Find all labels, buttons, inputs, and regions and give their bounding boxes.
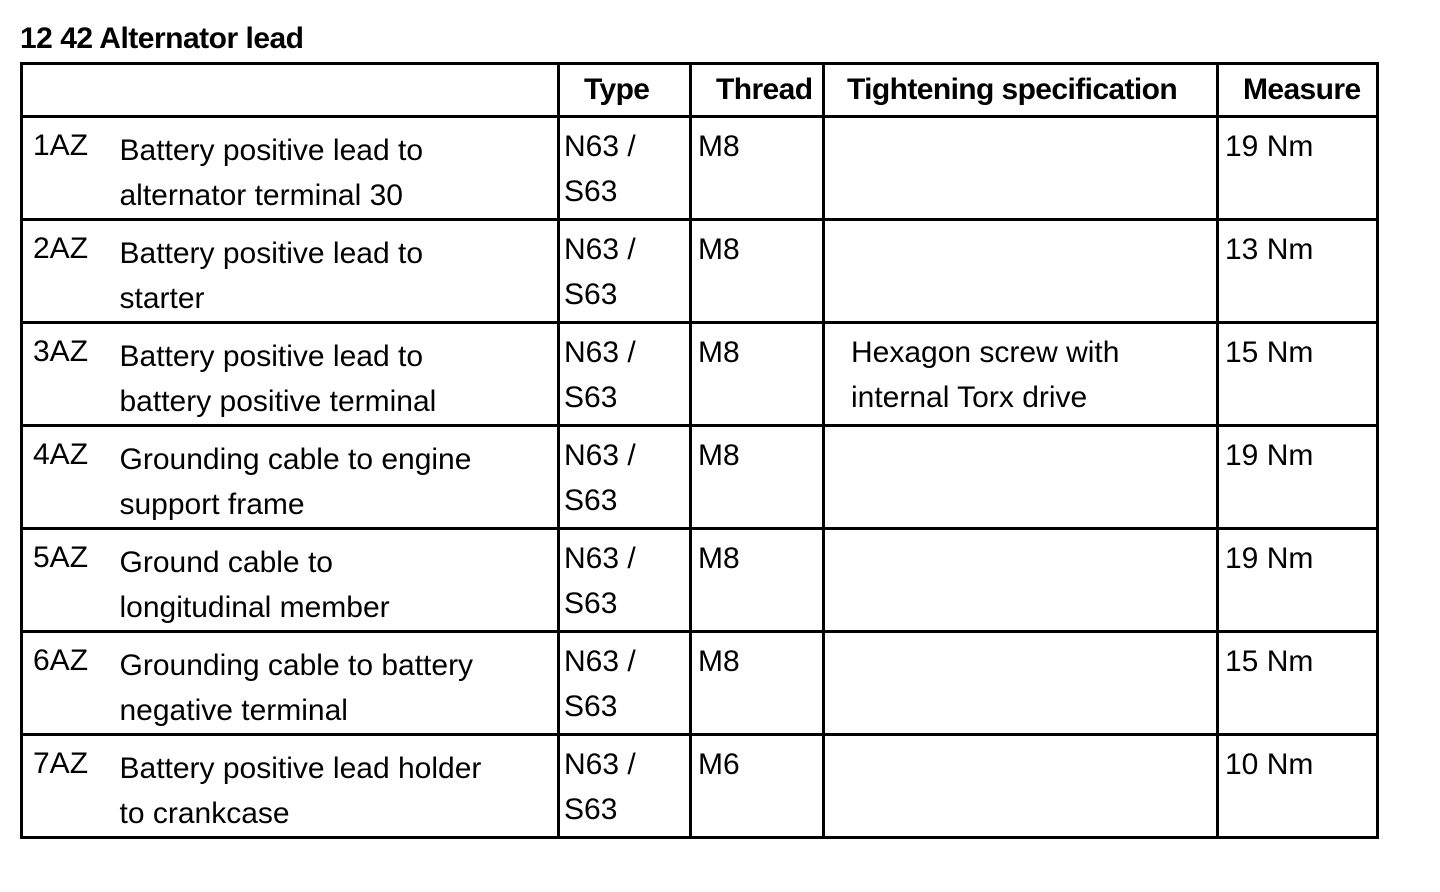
type-line: N63 / [564, 645, 636, 678]
type-line: N63 / [564, 233, 636, 266]
row-type [559, 117, 691, 220]
row-id: 5AZ [22, 529, 108, 632]
row-type [559, 735, 691, 838]
row-measure: 15 Nm [1218, 632, 1378, 735]
specification-line: internal Torx drive [851, 381, 1088, 414]
row-id: 1AZ [22, 117, 108, 220]
row-description [108, 323, 559, 426]
type-line: S63 [564, 587, 618, 620]
description-line: support frame [119, 488, 305, 521]
row-measure: 10 Nm [1218, 735, 1378, 838]
row-tightening-specification [824, 529, 1218, 632]
table-row [22, 735, 1378, 838]
row-measure: 15 Nm [1218, 323, 1378, 426]
row-description [108, 735, 559, 838]
row-type [559, 529, 691, 632]
type-line: N63 / [564, 439, 636, 472]
row-tightening-specification [824, 220, 1218, 323]
description-line: Battery positive lead to [119, 237, 424, 270]
table-body [22, 117, 1378, 838]
row-measure: 19 Nm [1218, 529, 1378, 632]
row-id: 3AZ [22, 323, 108, 426]
row-tightening-specification [824, 117, 1218, 220]
row-description [108, 632, 559, 735]
row-tightening-specification [824, 735, 1218, 838]
description-line: longitudinal member [119, 591, 390, 624]
table-header-row [22, 64, 1378, 117]
table-row [22, 323, 1378, 426]
row-tightening-specification [824, 323, 1218, 426]
type-line: N63 / [564, 130, 636, 163]
description-line: Battery positive lead to [119, 340, 424, 373]
row-thread: M8 [691, 323, 824, 426]
row-thread: M6 [691, 735, 824, 838]
type-line: S63 [564, 690, 618, 723]
description-line: battery positive terminal [119, 385, 437, 418]
description-line: alternator terminal 30 [119, 179, 403, 212]
row-type [559, 632, 691, 735]
description-line: negative terminal [119, 694, 348, 727]
description-line: Ground cable to [119, 546, 333, 579]
row-description [108, 529, 559, 632]
row-thread: M8 [691, 220, 824, 323]
table-row [22, 632, 1378, 735]
row-type [559, 220, 691, 323]
description-line: Battery positive lead holder [119, 752, 482, 785]
row-thread: M8 [691, 632, 824, 735]
row-tightening-specification [824, 426, 1218, 529]
row-thread: M8 [691, 529, 824, 632]
row-description [108, 426, 559, 529]
table-row [22, 117, 1378, 220]
type-line: S63 [564, 484, 618, 517]
table-row [22, 220, 1378, 323]
row-thread: M8 [691, 117, 824, 220]
row-description [108, 117, 559, 220]
type-line: S63 [564, 278, 618, 311]
description-line: to crankcase [119, 797, 290, 830]
row-type [559, 323, 691, 426]
type-line: N63 / [564, 542, 636, 575]
row-id: 6AZ [22, 632, 108, 735]
header-thread: Thread [691, 64, 824, 117]
row-id: 7AZ [22, 735, 108, 838]
document-title: 12 42 Alternator lead [20, 22, 304, 55]
header-measure: Measure [1218, 64, 1378, 117]
row-description [108, 220, 559, 323]
row-id: 2AZ [22, 220, 108, 323]
type-line: S63 [564, 793, 618, 826]
torque-spec-table [20, 62, 1379, 839]
specification-line: Hexagon screw with [851, 336, 1120, 369]
description-line: starter [119, 282, 205, 315]
row-measure: 13 Nm [1218, 220, 1378, 323]
table-row [22, 426, 1378, 529]
type-line: S63 [564, 381, 618, 414]
description-line: Grounding cable to engine [119, 443, 472, 476]
type-line: N63 / [564, 336, 636, 369]
row-id: 4AZ [22, 426, 108, 529]
header-type: Type [559, 64, 691, 117]
description-line: Battery positive lead to [119, 134, 424, 167]
row-type [559, 426, 691, 529]
type-line: S63 [564, 175, 618, 208]
row-measure: 19 Nm [1218, 117, 1378, 220]
header-tightening-specification: Tightening specification [824, 64, 1218, 117]
row-thread: M8 [691, 426, 824, 529]
row-tightening-specification [824, 632, 1218, 735]
header-blank [22, 64, 559, 117]
type-line: N63 / [564, 748, 636, 781]
description-line: Grounding cable to battery [119, 649, 474, 682]
table-row [22, 529, 1378, 632]
row-measure: 19 Nm [1218, 426, 1378, 529]
